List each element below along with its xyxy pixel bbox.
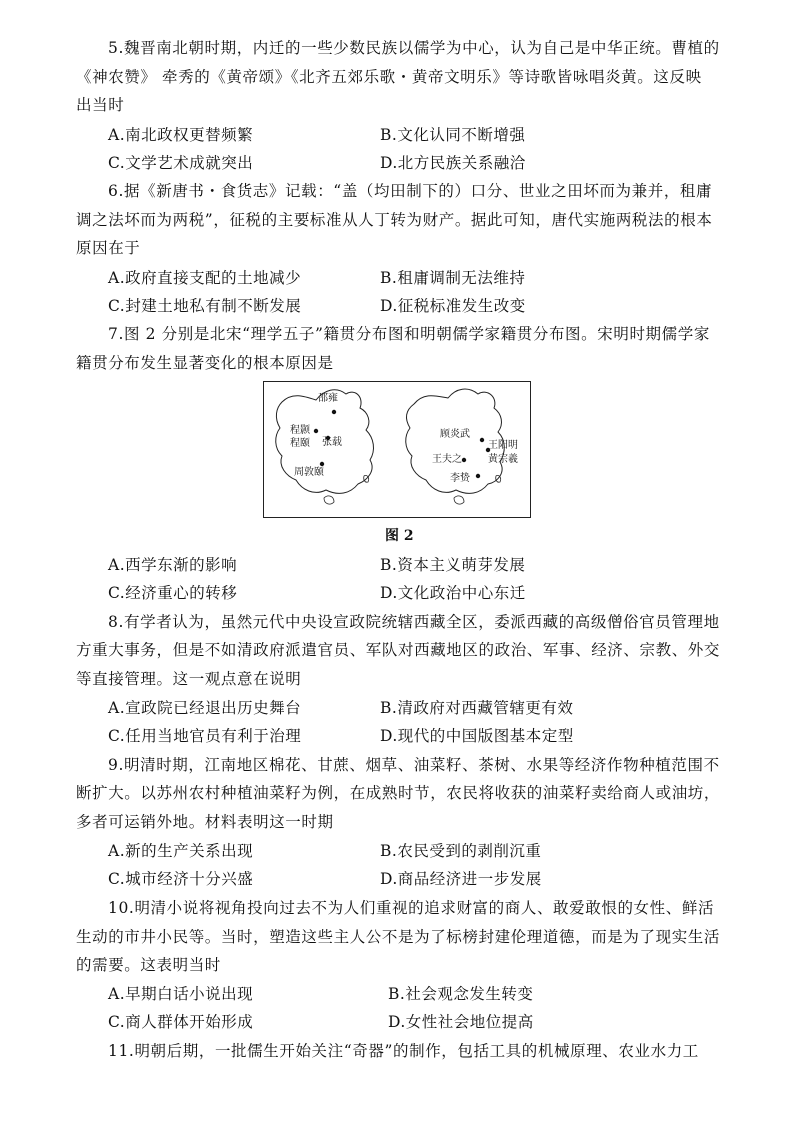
q6-option-d[interactable]: D.征税标准发生改变 [380, 297, 526, 315]
q8-option-c[interactable]: C.任用当地官员有利于治理 [108, 727, 302, 745]
q8-option-a[interactable]: A.宣政院已经退出历史舞台 [108, 699, 302, 717]
map-point-zhoudunyi [320, 462, 324, 466]
figure-caption: 图 2 [385, 528, 414, 544]
map-label-chengyi: 程颐 [290, 438, 310, 449]
map-label-wangyangming: 王阳明 [488, 440, 518, 451]
left-map-island [324, 496, 334, 504]
q9-option-c[interactable]: C.城市经济十分兴盛 [108, 870, 254, 888]
question-10-line-2: 生动的市井小民等。当时，塑造这些主人公不是为了标榜封建伦理道德，而是为了现实生活 [76, 928, 721, 946]
map-label-zhangzai: 张载 [322, 437, 342, 448]
question-9-line-1: 9.明清时期，江南地区棉花、甘蔗、烟草、油菜籽、茶树、水果等经济作物种植范围不 [108, 756, 720, 774]
question-8-line-1: 8.有学者认为，虽然元代中央设宣政院统辖西藏全区，委派西藏的高级僧俗官员管理地 [108, 613, 720, 631]
q5-option-a[interactable]: A.南北政权更替频繁 [108, 126, 254, 144]
map-label-huangzongxi: 黄宗羲 [488, 454, 518, 465]
question-10-line-3: 的需要。这表明当时 [76, 956, 221, 974]
question-5-line-2: 《神农赞》 牵秀的《黄帝颂》《北齐五郊乐歌・黄帝文明乐》等诗歌皆咏唱炎黄。这反映 [76, 68, 702, 86]
q6-option-a[interactable]: A.政府直接支配的土地减少 [108, 269, 302, 287]
q5-option-b[interactable]: B.文化认同不断增强 [380, 126, 526, 144]
question-10-line-1: 10.明清小说将视角投向过去不为人们重视的追求财富的商人、敢爱敢恨的女性、鲜活 [108, 899, 715, 917]
q10-option-a[interactable]: A.早期白话小说出现 [108, 985, 254, 1003]
q7-option-b[interactable]: B.资本主义萌芽发展 [380, 556, 526, 574]
question-8-line-2: 方重大事务，但是不如清政府派遣官员、军队对西藏地区的政治、军事、经济、宗教、外交 [76, 641, 721, 659]
question-11-line-1: 11.明朝后期，一批儒生开始关注“奇器”的制作，包括工具的机械原理、农业水力工 [108, 1042, 699, 1060]
map-label-lizhi: 李贽 [450, 473, 470, 484]
question-5-line-3: 出当时 [76, 96, 125, 114]
map-point-chenghao [314, 429, 318, 433]
question-6-line-2: 调之法坏而为两税”，征税的主要标准从人丁转为财产。据此可知，唐代实施两税法的根本 [76, 211, 713, 229]
question-7-line-2: 籍贯分布发生显著变化的根本原因是 [76, 354, 334, 372]
map-label-chenghao: 程颢 [290, 425, 310, 436]
question-8-line-3: 等直接管理。这一观点意在说明 [76, 670, 302, 688]
q5-option-c[interactable]: C.文学艺术成就突出 [108, 154, 254, 172]
question-6-line-1: 6.据《新唐书・食货志》记载：“盖（均田制下的）口分、世业之田坏而为兼并，租庸 [108, 182, 713, 200]
question-7-line-1: 7.图 2 分别是北宋“理学五子”籍贯分布图和明朝儒学家籍贯分布图。宋明时期儒学家 [108, 325, 710, 343]
q7-option-d[interactable]: D.文化政治中心东迁 [380, 584, 526, 602]
question-5-line-1: 5.魏晋南北朝时期，内迁的一些少数民族以儒学为中心，认为自己是中华正统。曹植的 [108, 39, 720, 57]
figure-2-maps [263, 381, 531, 518]
q10-option-b[interactable]: B.社会观念发生转变 [388, 985, 534, 1003]
question-9-line-3: 多者可运销外地。材料表明这一时期 [76, 813, 334, 831]
q6-option-b[interactable]: B.租庸调制无法维持 [380, 269, 526, 287]
question-9-line-2: 断扩大。以苏州农村种植油菜籽为例，在成熟时节，农民将收获的油菜籽卖给商人或油坊， [76, 784, 721, 802]
q10-option-c[interactable]: C.商人群体开始形成 [108, 1013, 254, 1031]
q9-option-b[interactable]: B.农民受到的剥削沉重 [380, 842, 542, 860]
right-map-island [454, 496, 464, 504]
q7-option-c[interactable]: C.经济重心的转移 [108, 584, 238, 602]
q7-option-a[interactable]: A.西学东渐的影响 [108, 556, 238, 574]
map-label-guyanwu: 顾炎武 [440, 429, 470, 440]
map-label-zhoudunyi: 周敦颐 [294, 467, 324, 478]
question-6-line-3: 原因在于 [76, 239, 141, 257]
q8-option-d[interactable]: D.现代的中国版图基本定型 [380, 727, 574, 745]
q6-option-c[interactable]: C.封建土地私有制不断发展 [108, 297, 302, 315]
q8-option-b[interactable]: B.清政府对西藏管辖更有效 [380, 699, 574, 717]
map-point-shaoyong [332, 410, 336, 414]
map-label-wangfuzhi: 王夫之 [432, 454, 462, 465]
map-label-shaoyong: 邵雍 [318, 393, 338, 404]
map-point-wangfuzhi [462, 458, 466, 462]
q10-option-d[interactable]: D.女性社会地位提高 [388, 1013, 534, 1031]
q9-option-d[interactable]: D.商品经济进一步发展 [380, 870, 542, 888]
china-maps-image [264, 382, 530, 517]
map-point-lizhi [476, 474, 480, 478]
q5-option-d[interactable]: D.北方民族关系融洽 [380, 154, 526, 172]
map-point-guyanwu [480, 438, 484, 442]
q9-option-a[interactable]: A.新的生产关系出现 [108, 842, 254, 860]
